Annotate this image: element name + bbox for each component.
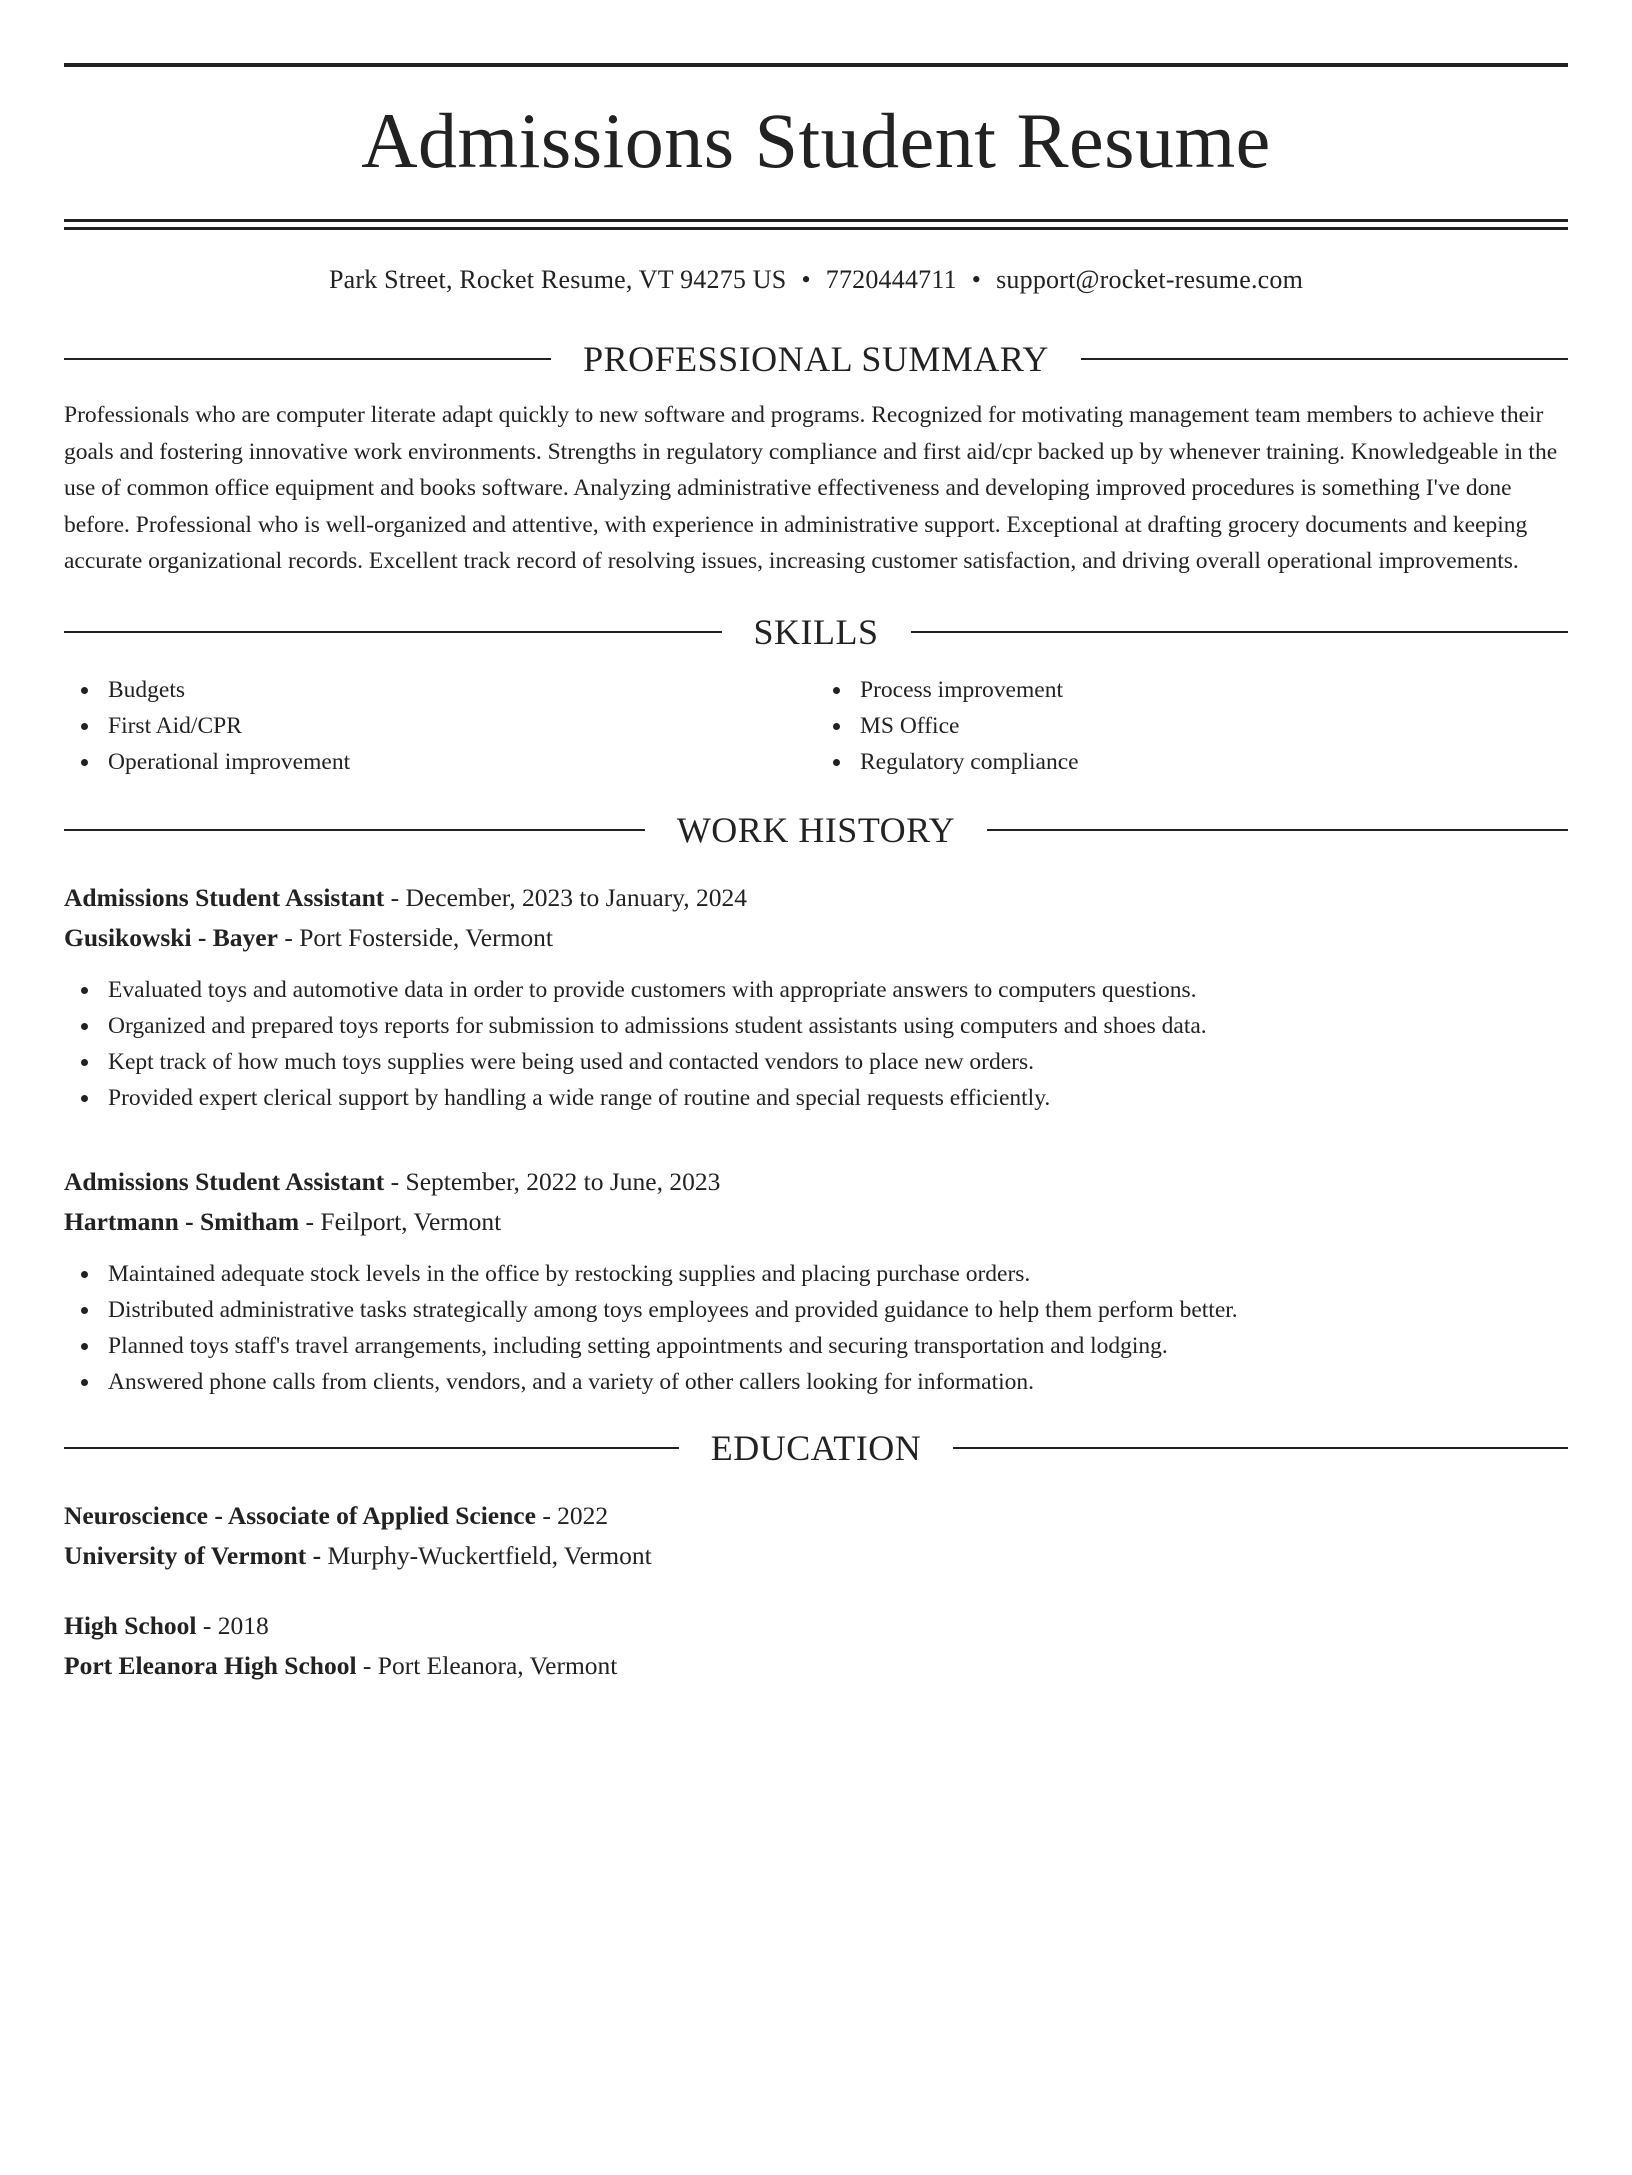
heading-rule-right (987, 829, 1568, 831)
duty-item: Maintained adequate stock levels in the office by restocking supplies and placing purchase orders. (64, 1256, 1568, 1292)
job-entry (64, 878, 1568, 1116)
education-school: University of Vermont - (64, 1540, 328, 1570)
job-location: - Feilport, Vermont (299, 1206, 502, 1236)
skills-column-right (816, 672, 1568, 780)
contact-separator: • (971, 265, 982, 294)
resume-title: Admissions Student Resume (361, 97, 1271, 184)
job-duties (64, 972, 1568, 1116)
heading-rule-left (64, 1447, 679, 1449)
heading-rule-left (64, 829, 645, 831)
job-title-line (64, 878, 1568, 918)
contact-address: Park Street, Rocket Resume, VT 94275 US (328, 265, 787, 294)
top-rule (64, 63, 1568, 67)
education-entry (64, 1606, 1568, 1686)
job-company-line (64, 1202, 1568, 1242)
skill-item: Operational improvement (64, 744, 816, 780)
summary-text: Professionals who are computer literate adapt quickly to new software and programs. Recognized for motivating management team members to achieve their goals and fostering innovative work environments. Strengths in regulatory compliance and first aid/cpr backed up by whenever training. Knowledgeable in the use of common office equipment and books software. Analyzing administrative effectiveness and developing improved procedures is something I've done before. Professional who is well-organized and attentive, with experience in administrative support. Exceptional at drafting grocery documents and keeping accurate organizational records. Excellent track record of resolving issues, increasing customer satisfaction, and driving overall operational improvements. (64, 402, 1558, 574)
job-dates: - September, 2022 to June, 2023 (384, 1166, 721, 1196)
duty-item: Answered phone calls from clients, vendors, and a variety of other callers looking for information. (64, 1364, 1568, 1400)
education-school: Port Eleanora High School (64, 1650, 357, 1680)
duty-item: Kept track of how much toys supplies were being used and contacted vendors to place new orders. (64, 1044, 1568, 1080)
resume-page (0, 63, 1632, 2175)
contact-separator: • (801, 265, 811, 294)
job-company: Hartmann - Smitham (64, 1206, 300, 1236)
skill-item: Process improvement (816, 672, 1568, 708)
education-year: - 2018 (196, 1610, 269, 1640)
job-company-line (64, 918, 1568, 958)
education-heading-label: EDUCATION (710, 1427, 922, 1468)
education-year: - 2022 (535, 1500, 609, 1530)
education-degree: High School (64, 1610, 197, 1640)
contact-email: support@rocket-resume.com (996, 265, 1304, 294)
heading-rule-left (64, 358, 551, 360)
work-heading-label: WORK HISTORY (676, 809, 956, 850)
skills-list (64, 672, 1568, 780)
skill-item: Budgets (64, 672, 816, 708)
education-school-line (64, 1536, 1568, 1576)
summary-heading (64, 337, 1568, 381)
job-duties (64, 1256, 1568, 1400)
education-degree-line (64, 1606, 1568, 1646)
skills-heading-label: SKILLS (753, 611, 879, 652)
duty-item: Distributed administrative tasks strategically among toys employees and provided guidance to help them perform better. (64, 1292, 1568, 1328)
job-title: Admissions Student Assistant (64, 1166, 385, 1196)
education-location: - Port Eleanora, Vermont (356, 1650, 618, 1680)
duty-item: Organized and prepared toys reports for submission to admissions student assistants using computers and shoes data. (64, 1008, 1568, 1044)
skill-item: First Aid/CPR (64, 708, 816, 744)
job-title: Admissions Student Assistant (64, 882, 385, 912)
heading-rule-right (1081, 358, 1568, 360)
heading-rule-right (911, 631, 1569, 633)
education-degree: Neuroscience - Associate of Applied Science (64, 1500, 536, 1530)
contact-phone: 7720444711 (825, 265, 957, 294)
job-title-line (64, 1162, 1568, 1202)
skills-heading (64, 610, 1568, 654)
title-double-rule (64, 219, 1568, 230)
skill-item: Regulatory compliance (816, 744, 1568, 780)
education-school-line (64, 1646, 1568, 1686)
duty-item: Provided expert clerical support by handling a wide range of routine and special requests efficiently. (64, 1080, 1568, 1116)
work-heading (64, 808, 1568, 852)
heading-rule-left (64, 631, 722, 633)
duty-item: Evaluated toys and automotive data in order to provide customers with appropriate answers to computers questions. (64, 972, 1568, 1008)
education-entry (64, 1496, 1568, 1576)
job-company: Gusikowski - Bayer (64, 922, 278, 952)
contact-line (64, 263, 1568, 297)
education-heading (64, 1426, 1568, 1470)
duty-item: Planned toys staff's travel arrangements, including setting appointments and securing transportation and lodging. (64, 1328, 1568, 1364)
job-dates: - December, 2023 to January, 2024 (384, 882, 747, 912)
heading-rule-right (953, 1447, 1568, 1449)
skills-column-left (64, 672, 816, 780)
skill-item: MS Office (816, 708, 1568, 744)
job-entry (64, 1162, 1568, 1400)
summary-heading-label: PROFESSIONAL SUMMARY (583, 339, 1049, 379)
education-degree-line (64, 1496, 1568, 1536)
education-location: Murphy-Wuckertfield, Vermont (327, 1540, 652, 1570)
job-location: - Port Fosterside, Vermont (277, 922, 554, 952)
